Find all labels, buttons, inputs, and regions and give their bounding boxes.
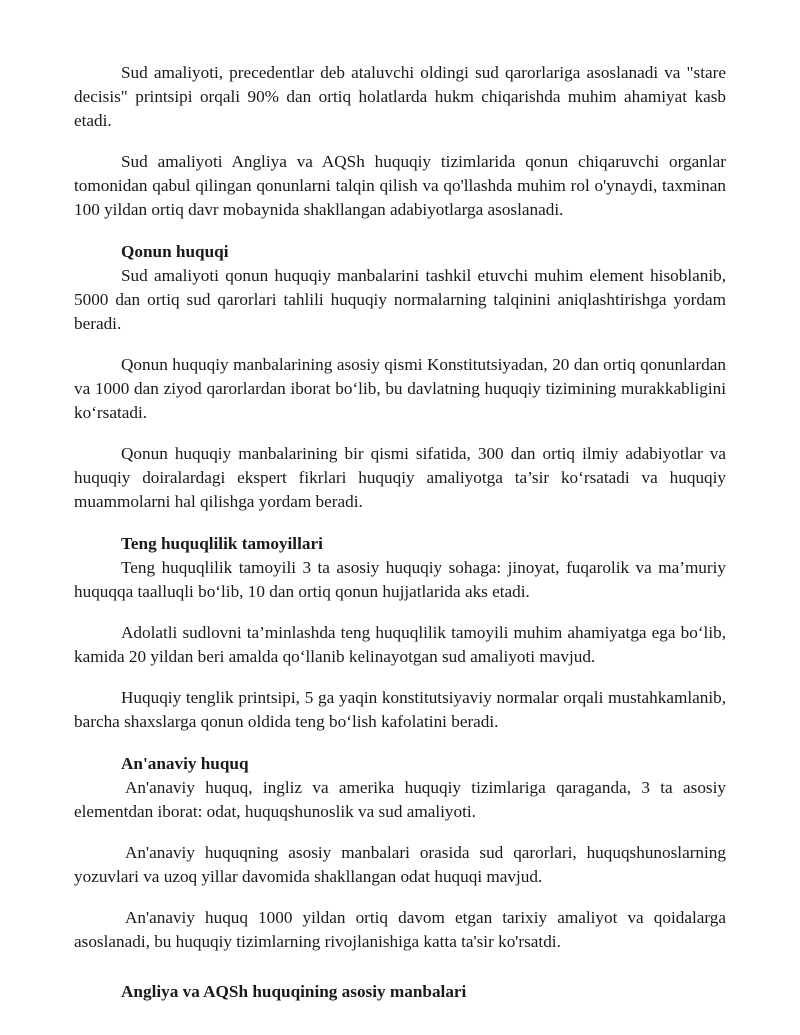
paragraph: Sud amaliyoti qonun huquqiy manbalarini tashkil etuvchi muhim element hisoblanib, 5000 dan ortiq sud qarorlari tahlili huquqiy normalarning talqinini aniqlashtirishga yordam beradi.: [74, 266, 726, 333]
paragraph: An'anaviy huquq, ingliz va amerika huquqiy tizimlariga qaraganda, 3 ta asosiy elementdan iborat: odat, huquqshunoslik va sud amaliyoti.: [74, 778, 726, 821]
section-heading: Angliya va AQSh huquqining asosiy manbalari: [121, 982, 467, 1001]
paragraph: Adolatli sudlovni ta’minlashda teng huquqlilik tamoyili muhim ahamiyatga ega bo‘lib, kamida 20 yildan beri amalda qo‘llanib kelinayotgan sud amaliyoti mavjud.: [74, 623, 726, 666]
section-heading: An'anaviy huquq: [121, 754, 249, 773]
section-heading: Qonun huquqi: [121, 242, 229, 261]
paragraph: Huquqiy tenglik printsipi, 5 ga yaqin konstitutsiyaviy normalar orqali mustahkamlanib, barcha shaxslarga qonun oldida teng bo‘lish kafolatini beradi.: [74, 688, 726, 731]
paragraph: An'anaviy huquq 1000 yildan ortiq davom etgan tarixiy amaliyot va qoidalarga asoslanadi, bu huquqiy tizimlarning rivojlanishiga katta ta'sir ko'rsatdi.: [74, 908, 726, 951]
paragraph: Sud amaliyoti, precedentlar deb ataluvchi oldingi sud qarorlariga asoslanadi va "stare decisis" printsipi orqali 90% dan ortiq holatlarda hukm chiqarishda muhim ahamiyat kasb etadi.: [74, 63, 726, 130]
paragraph: Qonun huquqiy manbalarining asosiy qismi Konstitutsiyadan, 20 dan ortiq qonunlardan va 1000 dan ziyod qarorlardan iborat bo‘lib, bu davlatning huquqiy tizimining murakkabligini ko‘rsatadi.: [74, 355, 726, 422]
paragraph: An'anaviy huquqning asosiy manbalari orasida sud qarorlari, huquqshunoslarning yozuvlari va uzoq yillar davomida shakllangan odat huquqi mavjud.: [74, 843, 726, 886]
paragraph: Qonun huquqiy manbalarining bir qismi sifatida, 300 dan ortiq ilmiy adabiyotlar va huquqiy doiralardagi ekspert fikrlari huquqiy amaliyotga ta’sir ko‘rsatadi va huquqiy muammolarni hal qilishga yordam beradi.: [74, 444, 726, 511]
paragraph: Sud amaliyoti Angliya va AQSh huquqiy tizimlarida qonun chiqaruvchi organlar tomonidan qabul qilingan qonunlarni talqin qilish va qo'llashda muhim rol o'ynaydi, taxminan 100 yildan ortiq davr mobaynida shakllangan adabiyotlarga asoslanadi.: [74, 152, 726, 219]
section-heading: Teng huquqlilik tamoyillari: [121, 534, 323, 553]
paragraph: Teng huquqlilik tamoyili 3 ta asosiy huquqiy sohaga: jinoyat, fuqarolik va ma’muriy huquqqa taalluqli bo‘lib, 10 dan ortiq qonun hujjatlarida aks etadi.: [74, 558, 726, 601]
